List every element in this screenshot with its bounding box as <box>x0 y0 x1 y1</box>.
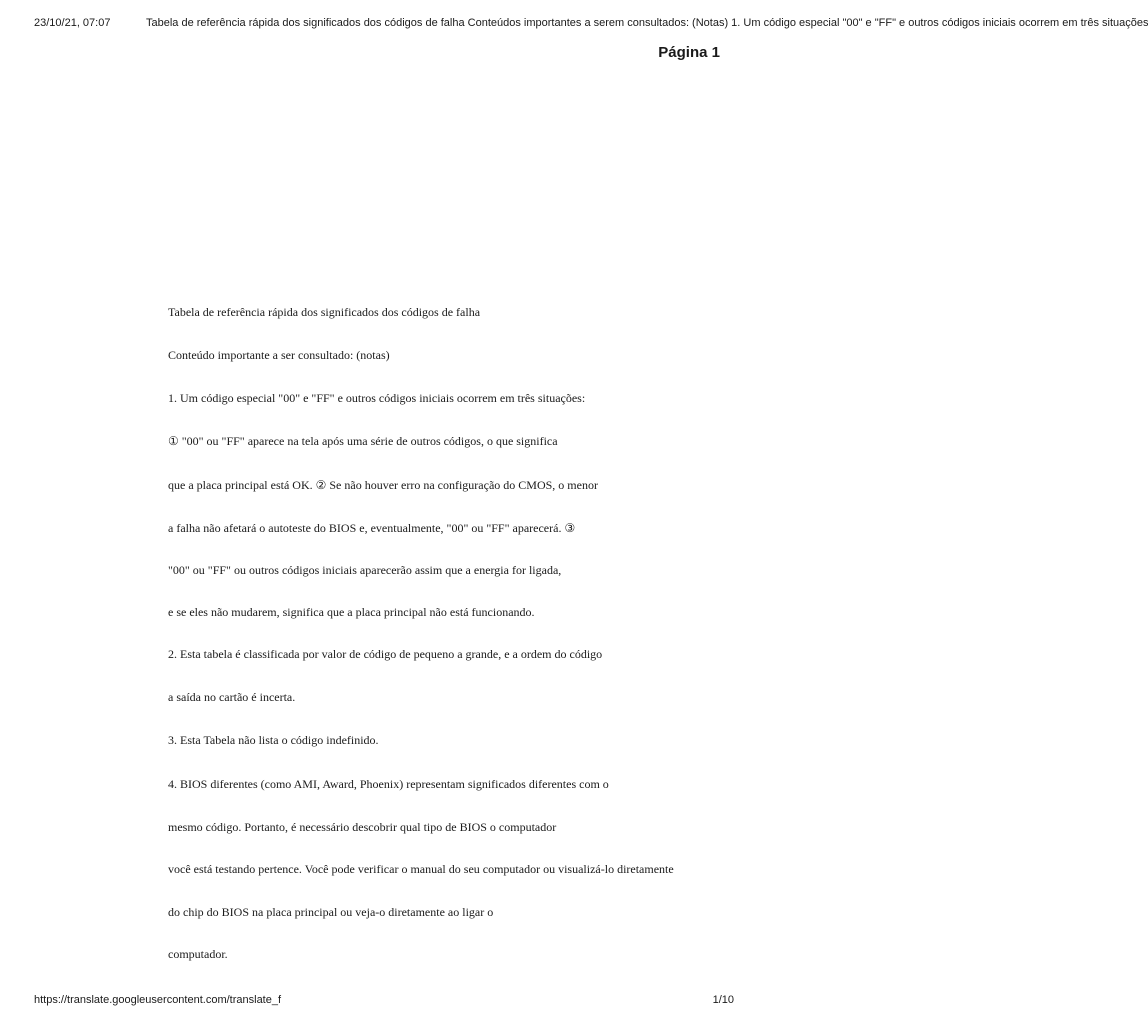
body-line: 2. Esta tabela é classificada por valor de código de pequeno a grande, e a ordem do código <box>168 647 603 661</box>
body-line: mesmo código. Portanto, é necessário descobrir qual tipo de BIOS o computador <box>168 820 557 834</box>
body-line: 4. BIOS diferentes (como AMI, Award, Phoenix) representam significados diferentes com o <box>168 777 609 791</box>
body-line: 3. Esta Tabela não lista o código indefinido. <box>168 733 379 747</box>
body-line: e se eles não mudarem, significa que a placa principal não está funcionando. <box>168 605 535 619</box>
footer-url: https://translate.googleusercontent.com/translate_f <box>34 994 282 1006</box>
body-line: 1. Um código especial "00" e "FF" e outros códigos iniciais ocorrem em três situações: <box>168 391 586 405</box>
page-label: Página 1 <box>658 44 720 61</box>
body-line: ① "00" ou "FF" aparece na tela após uma série de outros códigos, o que significa <box>168 434 558 448</box>
body-line: que a placa principal está OK. ② Se não houver erro na configuração do CMOS, o menor <box>168 478 598 492</box>
body-line: a saída no cartão é incerta. <box>168 690 296 704</box>
print-datetime: 23/10/21, 07:07 <box>34 17 111 29</box>
document-title-header: Tabela de referência rápida dos significados dos códigos de falha Conteúdos importantes a serem consultados: (Notas) 1. Um código especial "00" e "FF" e outros códigos iniciais ocorrem em três situações <box>146 17 1148 29</box>
body-line: você está testando pertence. Você pode verificar o manual do seu computador ou visualizá-lo diretamente <box>168 862 674 876</box>
body-line: "00" ou "FF" ou outros códigos iniciais aparecerão assim que a energia for ligada, <box>168 563 562 577</box>
body-line: Tabela de referência rápida dos significados dos códigos de falha <box>168 305 481 319</box>
body-line: do chip do BIOS na placa principal ou veja-o diretamente ao ligar o <box>168 905 494 919</box>
footer-page-count: 1/10 <box>712 994 734 1006</box>
body-line: Conteúdo importante a ser consultado: (notas) <box>168 348 390 362</box>
body-line: a falha não afetará o autoteste do BIOS e, eventualmente, "00" ou "FF" aparecerá. ③ <box>168 521 576 535</box>
body-line: computador. <box>168 947 228 961</box>
